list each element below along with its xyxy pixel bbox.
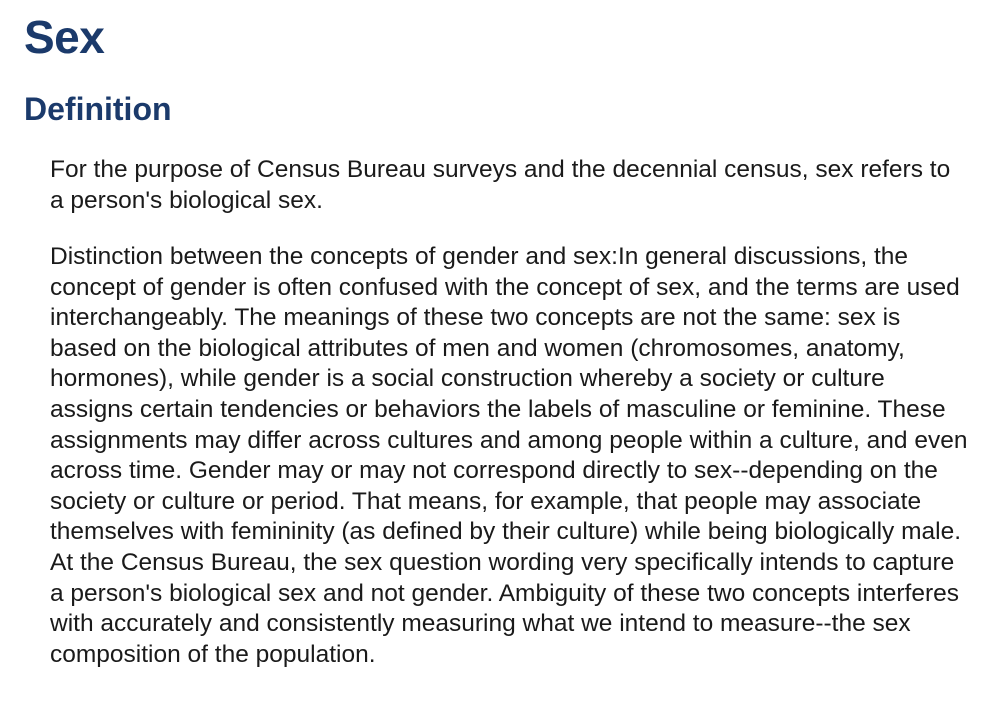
definition-paragraph-1: For the purpose of Census Bureau surveys and the decennial census, sex refers to a person's biological sex. (50, 156, 951, 214)
definition-paragraph-2: Distinction between the concepts of gender and sex:In general discussions, the concept of gender is often confused with the concept of sex, and the terms are used interchangeably. The meanings of these two concepts are not the same: sex is based on the biological attributes of men and women (chromosomes, anatomy, hormones), while gender is a social construction whereby a society or culture assigns certain tendencies or behaviors the labels of masculine or feminine. These assignments may differ across cultures and among people within a culture, and even across time. Gender may or may not correspond directly to sex--depending on the society or culture or period. That means, for example, that people may associate themselves with femininity (as defined by their culture) while being biologically male. At the Census Bureau, the sex question wording very specifically intends to capture a person's biological sex and not gender. Ambiguity of these two concepts interferes with accurately and consistently measuring what we intend to measure--the sex composition of the population. (50, 243, 968, 668)
section-heading-definition: Definition (24, 91, 172, 127)
page-title: Sex (24, 11, 105, 63)
